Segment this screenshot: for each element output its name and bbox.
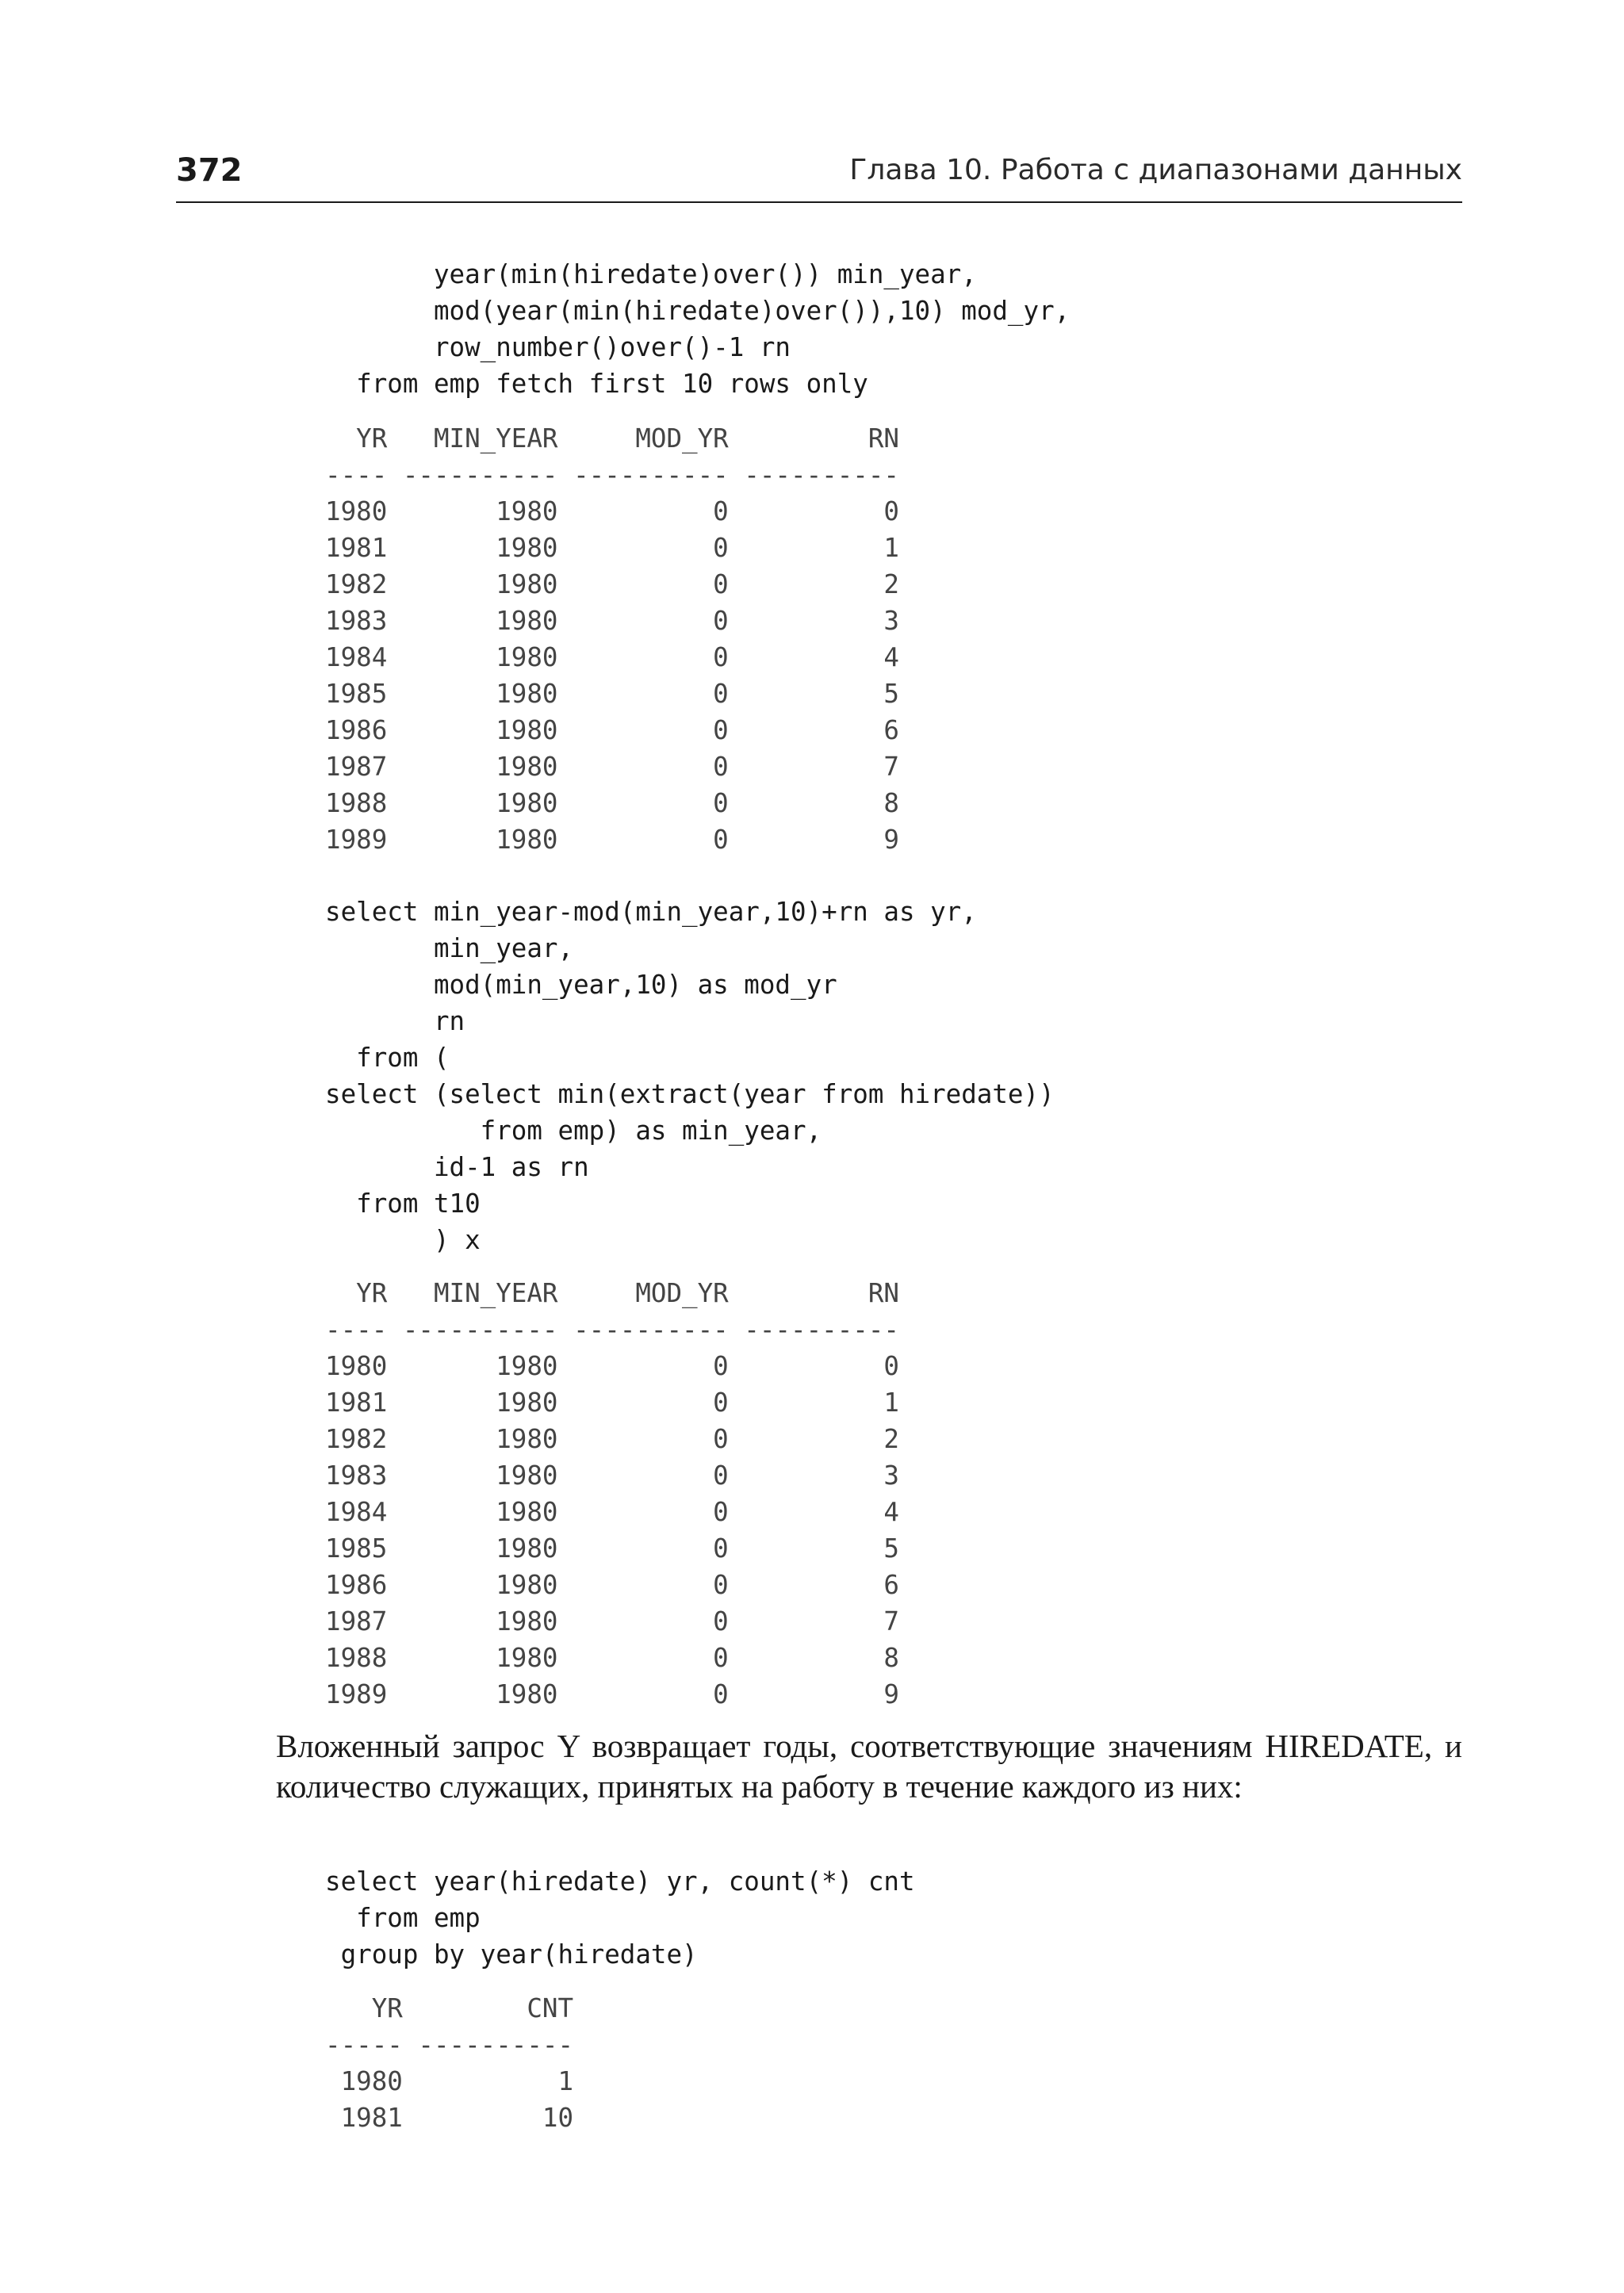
page-header: [176, 151, 1462, 203]
result-table-2: YR MIN_YEAR MOD_YR RN ---- ---------- ---------- ---------- 1980 1980 0 0 1981 1980 0 1 1982 1980 0 2 1983 1980 0 3 1984 1980 0 4 1985 1980 0 5 1986 1980 0 6 1987 1980 0 7 1988 1980 0 8 1989 1980 0 9: [325, 1278, 899, 1709]
result-table-3: YR CNT ----- ---------- 1980 1 1981 10: [325, 1993, 574, 2133]
body-paragraph: Вложенный запрос Y возвращает годы, соответствующие значениям HIREDATE, и количество служащих, принятых на работу в течение каждого из них:: [276, 1728, 1462, 1805]
chapter-title: Глава 10. Работа с диапазонами данных: [849, 154, 1462, 186]
result-table-1: YR MIN_YEAR MOD_YR RN ---- ---------- ---------- ---------- 1980 1980 0 0 1981 1980 0 1 1982 1980 0 2 1983 1980 0 3 1984 1980 0 4 1985 1980 0 5 1986 1980 0 6 1987 1980 0 7 1988 1980 0 8 1989 1980 0 9: [325, 423, 899, 855]
page-number: 372: [176, 152, 243, 189]
code-listing-3: select year(hiredate) yr, count(*) cnt from emp group by year(hiredate): [325, 1866, 915, 1970]
code-listing-1: year(min(hiredate)over()) min_year, mod(year(min(hiredate)over()),10) mod_yr, row_number()over()-1 rn from emp fetch first 10 rows only: [356, 259, 1071, 399]
code-listing-2: select min_year-mod(min_year,10)+rn as yr, min_year, mod(min_year,10) as mod_yr rn from ( select (select min(extract(year from hiredate)) from emp) as min_year, id-1 as rn from t10 ) x: [325, 897, 1055, 1255]
